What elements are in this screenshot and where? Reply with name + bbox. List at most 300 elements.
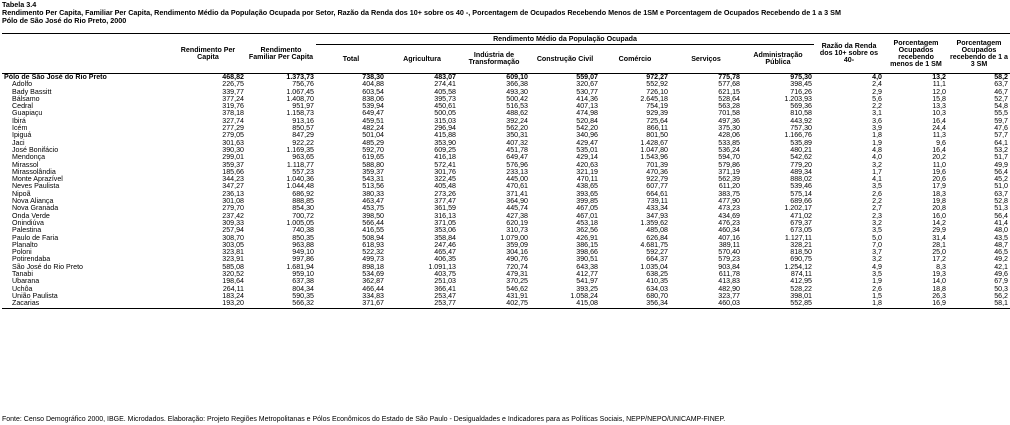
cell-value: 438,65 <box>576 182 598 191</box>
cell-value: 488,62 <box>506 109 528 118</box>
cell-value: 16,9 <box>884 300 948 308</box>
cell-municipio: Potirendaba <box>12 255 51 264</box>
header-construcao: Construção Civil <box>530 45 600 74</box>
cell-value: 16,0 <box>932 211 946 220</box>
cell-value: 402,75 <box>458 300 530 308</box>
cell-value: 415,88 <box>434 131 456 140</box>
cell-value: 490,76 <box>506 255 528 264</box>
cell-municipio: Guapiaçu <box>12 109 43 118</box>
cell-value: 51,0 <box>994 182 1008 191</box>
cell-value: 460,34 <box>718 226 740 235</box>
cell-value: 48,0 <box>994 226 1008 235</box>
cell-value: 226,75 <box>222 80 244 89</box>
cell-value: 49,6 <box>994 270 1008 279</box>
header-total: Total <box>316 45 386 74</box>
cell-value: 559,07 <box>576 73 598 81</box>
cell-value: 1.169,35 <box>286 145 314 154</box>
cell-value: 5,0 <box>872 233 882 242</box>
cell-value: 323,77 <box>718 291 740 300</box>
cell-municipio: Mirassolândia <box>12 167 56 176</box>
cell-value: 621,15 <box>718 87 740 96</box>
cell-value: 321,19 <box>576 167 598 176</box>
cell-value: 638,25 <box>646 270 668 279</box>
cell-value: 14,0 <box>932 277 946 286</box>
cell-value: 463,47 <box>362 197 384 206</box>
cell-value: 528,64 <box>718 94 740 103</box>
cell-value: 643,38 <box>576 262 598 271</box>
cell-value: 500,05 <box>434 109 456 118</box>
cell-value: 460,03 <box>670 300 742 308</box>
cell-value: 183,24 <box>222 291 244 300</box>
cell-value: 450,61 <box>434 102 456 111</box>
cell-value: 489,34 <box>790 167 812 176</box>
cell-value: 57,7 <box>994 131 1008 140</box>
cell-value: 26,3 <box>932 291 946 300</box>
cell-municipio: Onindiúva <box>12 218 44 227</box>
cell-value: 54,8 <box>994 102 1008 111</box>
cell-value: 366,38 <box>506 80 528 89</box>
cell-value: 754,19 <box>646 102 668 111</box>
cell-value: 539,94 <box>362 102 384 111</box>
cell-value: 4,0 <box>872 73 882 81</box>
cell-municipio: Bálsamo <box>12 94 40 103</box>
cell-value: 42,1 <box>994 262 1008 271</box>
table-number: Tabela 3.4 <box>2 0 37 9</box>
cell-value: 308,70 <box>222 233 244 242</box>
cell-value: 874,11 <box>790 270 812 279</box>
cell-value: 2,6 <box>872 284 882 293</box>
cell-municipio: Pólo de São José do Rio Preto <box>4 73 107 81</box>
cell-value: 407,32 <box>506 138 528 147</box>
cell-value: 29,9 <box>932 226 946 235</box>
cell-value: 1,8 <box>814 300 884 308</box>
table-header <box>2 34 1010 74</box>
cell-value: 689,66 <box>790 197 812 206</box>
cell-municipio: Neves Paulista <box>12 182 60 191</box>
cell-value: 274,41 <box>434 80 456 89</box>
cell-value: 468,82 <box>222 73 244 81</box>
cell-value: 301,08 <box>222 197 244 206</box>
cell-value: 470,61 <box>506 182 528 191</box>
cell-value: 371,19 <box>718 167 740 176</box>
cell-value: 516,53 <box>506 102 528 111</box>
cell-value: 13,3 <box>932 102 946 111</box>
cell-value: 415,08 <box>530 300 600 308</box>
table-title: Rendimento Per Capita, Familiar Per Capita, Rendimento Médio da População Ocupada por Setor, Razão da Renda dos 10+ sobre os 40 -, Porcentagem de Ocupados Recebendo Menos de 1SM e Porcentagem de Ocupados Recebendo de 1 a 3 SM <box>2 8 841 17</box>
cell-value: 485,29 <box>362 138 384 147</box>
cell-value: 474,98 <box>576 109 598 118</box>
cell-value: 49,9 <box>994 160 1008 169</box>
cell-value: 1.203,93 <box>784 94 812 103</box>
cell-value: 3,1 <box>872 109 882 118</box>
cell-value: 609,10 <box>506 73 528 81</box>
cell-value: 405,58 <box>434 87 456 96</box>
cell-value: 406,35 <box>434 255 456 264</box>
cell-value: 963,65 <box>292 153 314 162</box>
cell-value: 664,37 <box>646 255 668 264</box>
cell-value: 20,6 <box>932 175 946 184</box>
cell-value: 18,3 <box>932 189 946 198</box>
cell-value: 847,29 <box>292 131 314 140</box>
cell-value: 679,37 <box>790 218 812 227</box>
cell-value: 1.044,48 <box>286 182 314 191</box>
cell-value: 399,85 <box>576 197 598 206</box>
cell-value: 358,84 <box>434 233 456 242</box>
cell-value: 557,23 <box>292 167 314 176</box>
data-table <box>2 33 1010 309</box>
cell-value: 949,10 <box>292 248 314 257</box>
cell-municipio: Mirassol <box>12 160 39 169</box>
cell-value: 2,2 <box>872 197 882 206</box>
cell-value: 52,7 <box>994 94 1008 103</box>
cell-value: 279,05 <box>222 131 244 140</box>
cell-value: 533,85 <box>718 138 740 147</box>
cell-value: 390,51 <box>576 255 598 264</box>
cell-value: 364,90 <box>506 197 528 206</box>
cell-value: 1.127,11 <box>784 233 812 242</box>
cell-value: 303,05 <box>222 240 244 249</box>
cell-value: 59,7 <box>994 116 1008 125</box>
cell-value: 497,36 <box>718 116 740 125</box>
cell-municipio: Nova Aliança <box>12 197 54 206</box>
cell-value: 579,86 <box>718 160 740 169</box>
cell-value: 520,84 <box>576 116 598 125</box>
cell-municipio: São José do Rio Preto <box>12 262 83 271</box>
cell-value: 611,20 <box>718 182 740 191</box>
cell-value: 359,37 <box>362 167 384 176</box>
cell-value: 552,92 <box>646 80 668 89</box>
cell-value: 58,2 <box>994 73 1008 81</box>
cell-value: 237,42 <box>222 211 244 220</box>
cell-value: 31,4 <box>932 233 946 242</box>
header-familiar: Rendimento Familiar Per Capita <box>246 34 316 74</box>
cell-value: 592,27 <box>646 248 668 257</box>
cell-value: 1.408,70 <box>286 94 314 103</box>
cell-value: 603,54 <box>362 87 384 96</box>
cell-value: 500,42 <box>506 94 528 103</box>
cell-value: 485,08 <box>646 226 668 235</box>
cell-value: 1.543,96 <box>640 153 668 162</box>
cell-value: 1.005,05 <box>286 218 314 227</box>
cell-value: 552,85 <box>742 300 814 308</box>
cell-value: 2,3 <box>872 211 882 220</box>
cell-value: 637,38 <box>292 277 314 286</box>
cell-value: 530,77 <box>576 87 598 96</box>
cell-municipio: Nipoã <box>12 189 31 198</box>
cell-value: 480,21 <box>790 145 812 154</box>
cell-value: 470,11 <box>576 175 598 184</box>
cell-value: 585,08 <box>222 262 244 271</box>
cell-value: 570,40 <box>718 248 740 257</box>
cell-value: 2.645,18 <box>640 94 668 103</box>
cell-value: 649,47 <box>362 109 384 118</box>
cell-value: 55,5 <box>994 109 1008 118</box>
cell-value: 522,32 <box>362 248 384 257</box>
cell-value: 56,4 <box>994 211 1008 220</box>
cell-value: 16,4 <box>932 116 946 125</box>
cell-value: 41,4 <box>994 218 1008 227</box>
cell-value: 371,41 <box>506 189 528 198</box>
cell-value: 634,03 <box>646 284 668 293</box>
cell-value: 64,1 <box>994 138 1008 147</box>
cell-value: 738,30 <box>362 73 384 81</box>
cell-value: 577,68 <box>718 80 740 89</box>
cell-value: 1.681,94 <box>286 262 314 271</box>
cell-value: 393,25 <box>576 284 598 293</box>
cell-value: 58,1 <box>948 300 1010 308</box>
cell-municipio: Palestina <box>12 226 42 235</box>
cell-value: 13,2 <box>932 73 946 81</box>
cell-value: 386,15 <box>576 240 598 249</box>
cell-value: 818,50 <box>790 248 812 257</box>
cell-value: 390,30 <box>222 145 244 154</box>
cell-value: 588,80 <box>362 160 384 169</box>
cell-value: 431,91 <box>506 291 528 300</box>
cell-value: 63,7 <box>994 80 1008 89</box>
cell-value: 542,62 <box>790 153 812 162</box>
cell-value: 301,76 <box>434 167 456 176</box>
cell-value: 233,13 <box>506 167 528 176</box>
cell-value: 392,24 <box>506 116 528 125</box>
cell-value: 609,25 <box>434 145 456 154</box>
cell-value: 576,96 <box>506 160 528 169</box>
cell-value: 433,34 <box>646 204 668 213</box>
cell-value: 412,95 <box>790 277 812 286</box>
cell-value: 590,35 <box>292 291 314 300</box>
cell-value: 63,7 <box>994 189 1008 198</box>
cell-value: 898,18 <box>362 262 384 271</box>
cell-value: 362,87 <box>362 277 384 286</box>
cell-value: 443,92 <box>790 116 812 125</box>
cell-municipio: Ibirá <box>12 116 26 125</box>
cell-value: 378,18 <box>222 109 244 118</box>
cell-value: 19,8 <box>932 197 946 206</box>
cell-value: 416,18 <box>434 153 456 162</box>
cell-value: 51,7 <box>994 153 1008 162</box>
cell-value: 701,58 <box>718 109 740 118</box>
cell-value: 1,5 <box>872 291 882 300</box>
cell-value: 371,05 <box>434 218 456 227</box>
cell-value: 429,14 <box>576 153 598 162</box>
cell-value: 2,2 <box>872 102 882 111</box>
cell-municipio: Poloni <box>12 248 32 257</box>
cell-value: 434,69 <box>718 211 740 220</box>
table-region: Pólo de São José do Rio Preto, 2000 <box>2 16 127 25</box>
cell-value: 296,94 <box>434 124 456 133</box>
cell-value: 16,4 <box>932 145 946 154</box>
cell-municipio: Onda Verde <box>12 211 50 220</box>
cell-value: 476,23 <box>718 218 740 227</box>
cell-value: 383,75 <box>718 189 740 198</box>
cell-value: 375,30 <box>718 124 740 133</box>
cell-value: 410,35 <box>646 277 668 286</box>
cell-value: 720,74 <box>506 262 528 271</box>
cell-value: 4.681,75 <box>640 240 668 249</box>
cell-value: 67,9 <box>994 277 1008 286</box>
cell-value: 11,0 <box>932 160 946 169</box>
cell-value: 389,11 <box>718 240 740 249</box>
cell-value: 534,69 <box>362 270 384 279</box>
cell-value: 53,2 <box>994 145 1008 154</box>
cell-value: 377,47 <box>434 197 456 206</box>
cell-value: 264,11 <box>222 284 244 293</box>
cell-value: 412,77 <box>576 270 598 279</box>
cell-value: 310,73 <box>506 226 528 235</box>
cell-value: 680,70 <box>646 291 668 300</box>
cell-value: 309,33 <box>222 218 244 227</box>
cell-value: 420,63 <box>576 160 598 169</box>
cell-value: 56,4 <box>994 167 1008 176</box>
cell-value: 2,7 <box>872 204 882 213</box>
cell-value: 539,46 <box>790 182 812 191</box>
cell-value: 339,77 <box>222 87 244 96</box>
cell-value: 972,27 <box>646 73 668 81</box>
cell-municipio: Planalto <box>12 240 38 249</box>
cell-value: 9,6 <box>936 138 946 147</box>
cell-value: 1.166,76 <box>784 131 812 140</box>
cell-value: 4,0 <box>872 153 882 162</box>
cell-value: 398,01 <box>790 291 812 300</box>
cell-value: 3,5 <box>872 226 882 235</box>
header-comercio: Comércio <box>600 45 670 74</box>
cell-value: 328,21 <box>790 240 812 249</box>
cell-value: 428,06 <box>718 131 740 140</box>
cell-value: 477,90 <box>718 197 740 206</box>
cell-value: 572,41 <box>434 160 456 169</box>
cell-value: 253,77 <box>386 300 458 308</box>
cell-value: 253,47 <box>434 291 456 300</box>
cell-value: 756,76 <box>292 80 314 89</box>
cell-value: 2,4 <box>872 80 882 89</box>
cell-value: 320,67 <box>576 80 598 89</box>
cell-value: 701,39 <box>646 160 668 169</box>
cell-value: 377,24 <box>222 94 244 103</box>
cell-value: 18,8 <box>932 284 946 293</box>
cell-value: 903,84 <box>718 262 740 271</box>
cell-value: 398,45 <box>790 80 812 89</box>
cell-value: 620,19 <box>506 218 528 227</box>
cell-value: 334,83 <box>362 291 384 300</box>
cell-value: 569,36 <box>790 102 812 111</box>
cell-value: 471,02 <box>790 211 812 220</box>
cell-value: 11,1 <box>932 80 946 89</box>
cell-value: 2,6 <box>872 189 882 198</box>
cell-value: 380,33 <box>362 189 384 198</box>
header-industria: Indústria de Transformação <box>458 45 530 74</box>
cell-value: 340,96 <box>576 131 598 140</box>
cell-value: 413,83 <box>718 277 740 286</box>
cell-value: 395,73 <box>434 94 456 103</box>
cell-value: 1,7 <box>872 167 882 176</box>
cell-municipio: Zacarias <box>2 300 170 308</box>
cell-value: 854,30 <box>292 204 314 213</box>
cell-value: 17,9 <box>932 182 946 191</box>
cell-value: 236,13 <box>222 189 244 198</box>
cell-value: 4,1 <box>872 175 882 184</box>
cell-value: 407,16 <box>718 233 740 242</box>
cell-value: 1.373,73 <box>286 73 314 81</box>
cell-value: 1.254,12 <box>784 262 812 271</box>
cell-value: 20,2 <box>932 153 946 162</box>
cell-value: 508,94 <box>362 233 384 242</box>
cell-value: 482,24 <box>362 124 384 133</box>
cell-value: 273,26 <box>434 189 456 198</box>
cell-value: 959,10 <box>292 270 314 279</box>
cell-value: 850,35 <box>292 233 314 242</box>
cell-value: 499,73 <box>362 255 384 264</box>
cell-value: 277,29 <box>222 124 244 133</box>
cell-value: 1.202,17 <box>784 204 812 213</box>
cell-value: 398,50 <box>362 211 384 220</box>
cell-value: 347,27 <box>222 182 244 191</box>
cell-municipio: Uchôa <box>12 284 33 293</box>
cell-value: 46,5 <box>994 248 1008 257</box>
cell-municipio: Ubarana <box>12 277 40 286</box>
cell-municipio: União Paulista <box>12 291 58 300</box>
cell-value: 888,02 <box>790 175 812 184</box>
header-group: Rendimento Médio da População Ocupada <box>316 34 814 45</box>
cell-value: 359,37 <box>222 160 244 169</box>
cell-value: 1.091,13 <box>428 262 456 271</box>
cell-municipio: Icém <box>12 124 28 133</box>
cell-municipio: Adolfo <box>12 80 33 89</box>
cell-value: 542,20 <box>576 124 598 133</box>
cell-value: 347,93 <box>646 211 668 220</box>
cell-value: 726,10 <box>646 87 668 96</box>
cell-value: 279,70 <box>222 204 244 213</box>
cell-municipio: Jaci <box>12 138 25 147</box>
cell-value: 429,47 <box>576 138 598 147</box>
cell-municipio: Nova Granada <box>12 204 59 213</box>
table-row <box>2 300 1010 308</box>
cell-value: 607,77 <box>646 182 668 191</box>
cell-value: 361,59 <box>434 204 456 213</box>
cell-value: 427,38 <box>506 211 528 220</box>
cell-value: 370,25 <box>506 277 528 286</box>
source-note: Fonte: Censo Demográfico 2000, IBGE. Microdados. Elaboração: Projeto Regiões Metropolitanas e Pólos Econômicos do Estado de São Paulo - Desigualdades e Indicadores para as Políticas Sociais, NEPP/NEPO/UNICAMP-FINEP. <box>2 416 726 423</box>
cell-value: 8,3 <box>936 262 946 271</box>
cell-value: 804,34 <box>292 284 314 293</box>
cell-value: 2,9 <box>872 87 882 96</box>
cell-value: 7,0 <box>872 240 882 249</box>
cell-value: 563,28 <box>718 102 740 111</box>
cell-value: 445,74 <box>506 204 528 213</box>
cell-value: 25,0 <box>932 248 946 257</box>
header-administracao: Administração Pública <box>742 45 814 74</box>
cell-value: 3,9 <box>872 124 882 133</box>
cell-value: 356,34 <box>600 300 670 308</box>
cell-value: 4,8 <box>872 145 882 154</box>
cell-value: 371,67 <box>316 300 386 308</box>
cell-value: 535,01 <box>576 145 598 154</box>
cell-value: 47,6 <box>994 124 1008 133</box>
header-per-capita: Rendimento Per Capita <box>170 34 246 74</box>
cell-value: 344,23 <box>222 175 244 184</box>
table-body <box>2 74 1010 309</box>
cell-value: 3,5 <box>872 270 882 279</box>
cell-value: 198,64 <box>222 277 244 286</box>
cell-value: 888,85 <box>292 197 314 206</box>
cell-value: 426,91 <box>576 233 598 242</box>
cell-value: 17,2 <box>932 255 946 264</box>
cell-value: 319,76 <box>222 102 244 111</box>
header-agricultura: Agricultura <box>386 45 458 74</box>
cell-value: 592,70 <box>362 145 384 154</box>
cell-value: 251,03 <box>434 277 456 286</box>
cell-value: 3,2 <box>872 218 882 227</box>
cell-value: 664,61 <box>646 189 668 198</box>
cell-value: 1,9 <box>872 277 882 286</box>
